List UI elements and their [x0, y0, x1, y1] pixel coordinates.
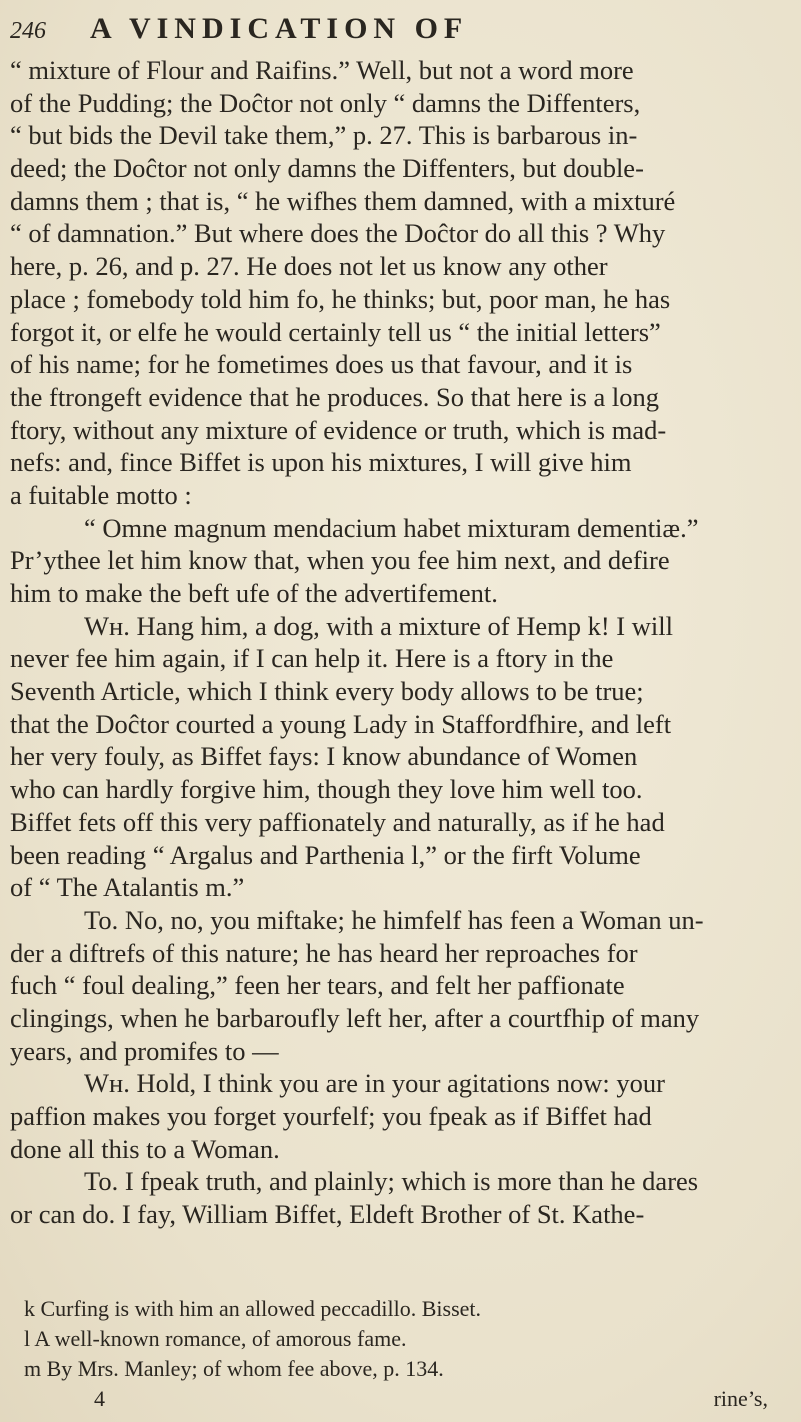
speaker-line: To. I fpeak truth, and plainly; which is more than he dares: [84, 1166, 699, 1197]
text-line: paffion makes you forget yourfelf; you fpeak as if Biffet had: [10, 1101, 652, 1131]
body-text: [10, 54, 788, 1231]
text-line: or can do. I fay, William Biffet, Eldeft Brother of St. Kathe-: [10, 1199, 645, 1230]
text-line: ftory, without any mixture of evidence or truth, which is mad-: [10, 414, 667, 445]
text-line: done all this to a Woman.: [10, 1133, 280, 1164]
speaker-line: Wн. Hang him, a dog, with a mixture of Hemp k! I will: [84, 610, 673, 641]
speaker-line: Wн. Hold, I think you are in your agitations now: your: [84, 1068, 665, 1099]
text-line: of “ The Atalantis m.”: [10, 872, 245, 903]
text-line: damns them ; that is, “ he wifhes them damned, with a mixturé: [10, 185, 676, 216]
text-line: of his name; for he fometimes does us that favour, and it is: [10, 349, 633, 380]
text-line: here, p. 26, and p. 27. He does not let us know any other: [10, 251, 608, 282]
text-line: never fee him again, if I can help it. Here is a ftory in the: [10, 643, 614, 674]
text-line: “ but bids the Devil take them,” p. 27. This is barbarous in-: [10, 120, 638, 151]
speaker-line: To. No, no, you miftake; he himfelf has feen a Woman un-: [84, 904, 704, 935]
footnotes: [10, 1294, 788, 1414]
text-line: forgot it, or elfe he would certainly tell us “ the initial letters”: [10, 316, 661, 347]
text-line: nefs: and, fince Biffet is upon his mixtures, I will give him: [10, 447, 632, 478]
text-line: her very fouly, as Biffet fays: I know abundance of Women: [10, 741, 638, 772]
text-line: fuch “ foul dealing,” feen her tears, and felt her paffionate: [10, 970, 625, 1001]
footnote: k Curfing is with him an allowed peccadillo. Bisset.: [24, 1296, 482, 1321]
text-line: of the Pudding; the Doĉtor not only “ damns the Diffenters,: [10, 87, 641, 118]
page-header: [10, 12, 790, 48]
text-line: been reading “ Argalus and Parthenia l,” or the firft Volume: [10, 839, 641, 870]
running-title: A VINDICATION OF: [90, 12, 469, 45]
text-line: years, and promifes to —: [10, 1035, 279, 1066]
text-line: the ftrongeft evidence that he produces. So that here is a long: [10, 381, 660, 412]
text-line: Biffet fets off this very paffionately and naturally, as if he had: [10, 806, 665, 837]
text-line: place ; fomebody told him fo, he thinks; but, poor man, he has: [10, 283, 671, 314]
signature-mark: 4: [94, 1386, 105, 1411]
text-line: him to make the beft ufe of the advertifement.: [10, 578, 498, 608]
footnote: m By Mrs. Manley; of whom fee above, p. 134.: [24, 1356, 444, 1381]
text-line: “ mixture of Flour and Raifins.” Well, but not a word more: [10, 55, 634, 85]
page-number: 246: [10, 18, 46, 44]
text-line: clingings, when he barbaroufly left her, after a courtfhip of many: [10, 1002, 700, 1033]
text-line: a fuitable motto :: [10, 479, 192, 510]
text-line: that the Doĉtor courted a young Lady in Staffordfhire, and left: [10, 708, 672, 739]
text-line: who can hardly forgive him, though they love him well too.: [10, 774, 643, 805]
catchword: rine’s,: [713, 1386, 768, 1411]
text-line: “ of damnation.” But where does the Doĉtor do all this ? Why: [10, 218, 666, 249]
motto-line: “ Omne magnum mendacium habet mixturam dementiæ.”: [84, 512, 699, 543]
text-line: deed; the Doĉtor not only damns the Diffenters, but double-: [10, 153, 644, 184]
footnote: l A well-known romance, of amorous fame.: [24, 1326, 407, 1351]
text-line: Seventh Article, which I think every body allows to be true;: [10, 676, 644, 707]
text-line: Pr’ythee let him know that, when you fee him next, and defire: [10, 545, 670, 576]
text-line: der a diftrefs of this nature; he has heard her reproaches for: [10, 937, 638, 968]
page-footer: [10, 1384, 788, 1414]
